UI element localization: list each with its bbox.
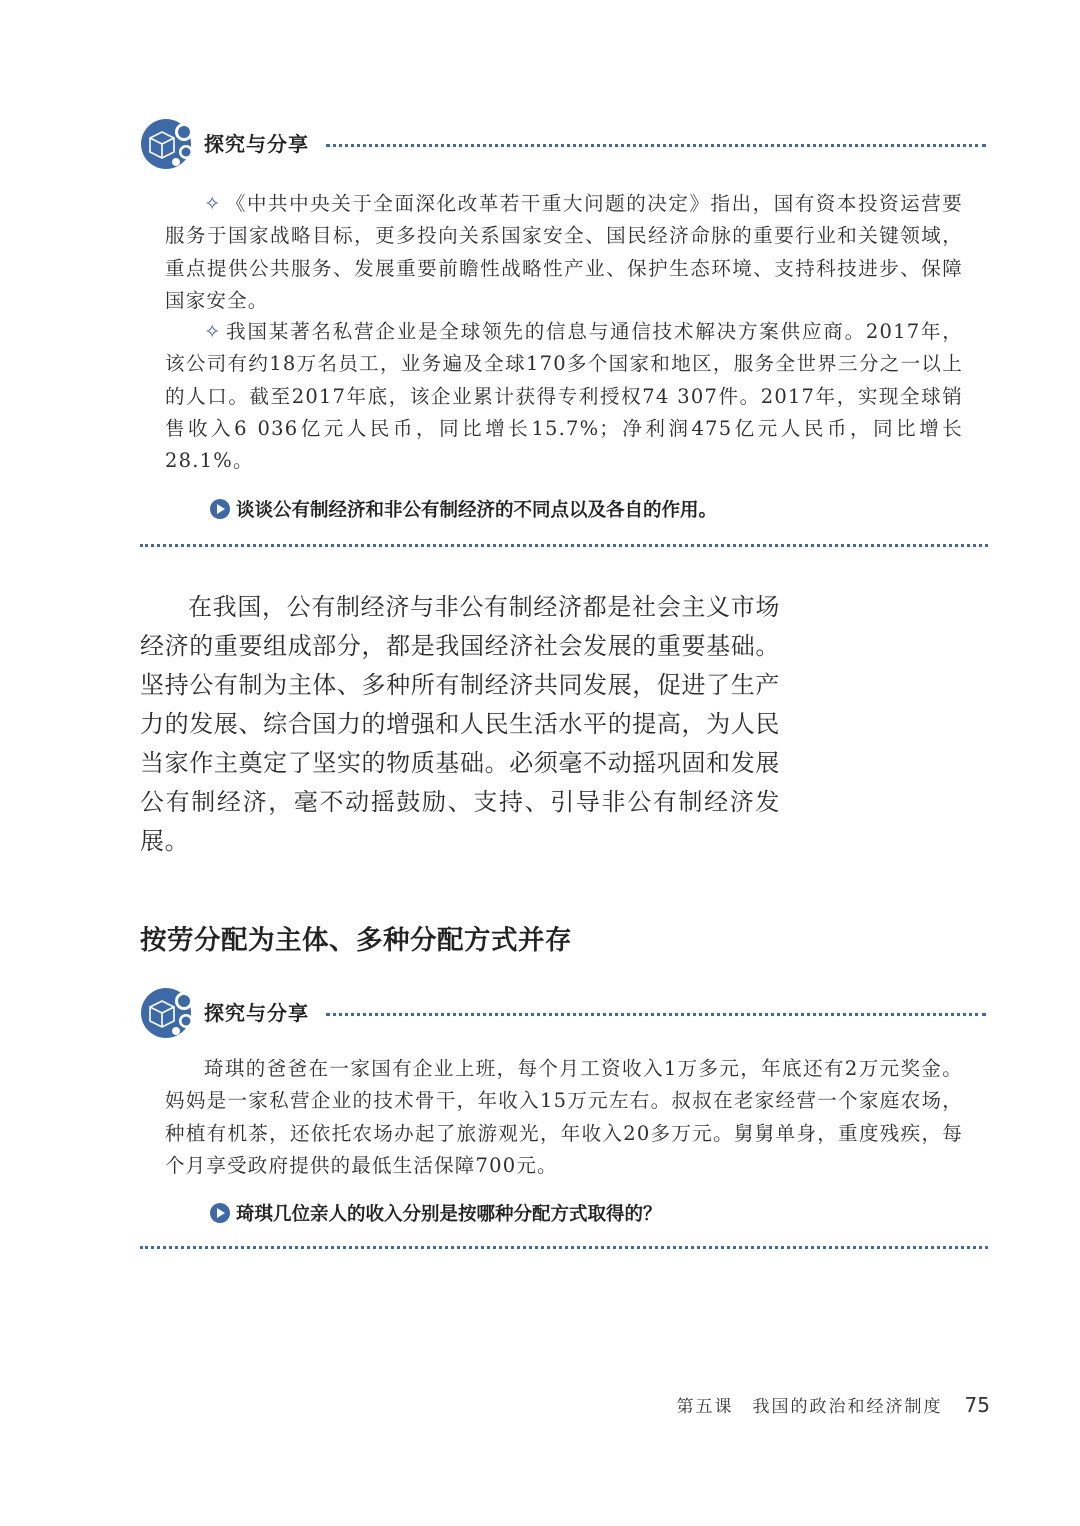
section-heading: 按劳分配为主体、多种分配方式并存 [140, 925, 572, 956]
section-divider [140, 1246, 988, 1249]
footer-lesson-title: 第五课 我国的政治和经济制度 [676, 1397, 943, 1417]
explore-share-header-1 [140, 116, 990, 172]
diamond-bullet-icon: ✧ [204, 192, 222, 215]
dotted-line [326, 144, 986, 147]
explore-share-icon [140, 116, 196, 172]
section-divider [140, 544, 988, 547]
explore-share-title: 探究与分享 [204, 1001, 309, 1025]
explore-share-header-2 [140, 985, 990, 1041]
dotted-line [326, 1013, 986, 1016]
main-paragraph: 在我国，公有制经济与非公有制经济都是社会主义市场经济的重要组成部分，都是我国经济社会发展的重要基础。坚持公有制为主体、多种所有制经济共同发展，促进了生产力的发展、综合国力的增强和人民生活水平的提高，为人民当家作主奠定了坚实的物质基础。必须毫不动摇巩固和发展公有制经济，毫不动摇鼓励、支持、引导非公有制经济发展。 [140, 593, 780, 855]
page-footer [660, 1392, 990, 1417]
explore-share-icon [140, 985, 196, 1041]
explore-share-title: 探究与分享 [204, 132, 309, 156]
explore-question-1: 谈谈公有制经济和非公有制经济的不同点以及各自的作用。 [210, 496, 717, 522]
explore-paragraph-3: 琦琪的爸爸在一家国有企业上班，每个月工资收入1万多元，年底还有2万元奖金。妈妈是一家私营企业的技术骨干，年收入15万元左右。叔叔在老家经营一个家庭农场，种植有机茶，还依托农场办起了旅游观光，年收入20多万元。舅舅单身，重度残疾，每个月享受政府提供的最低生活保障700元。 [165, 1057, 963, 1177]
explore-paragraph-2: ✧ 我国某著名私营企业是全球领先的信息与通信技术解决方案供应商。2017年，该公司有约18万名员工，业务遍及全球170多个国家和地区，服务全世界三分之一以上的人口。截至2017年底，该企业累计获得专利授权74 307件。2017年，实现全球销售收入6 036亿元人民币，同比增长15.7%；净利润475亿元人民币，同比增长28.1%。 [165, 320, 963, 473]
diamond-bullet-icon: ✧ [204, 320, 222, 343]
explore-question-2: 琦琪几位亲人的收入分别是按哪种分配方式取得的？ [210, 1200, 662, 1226]
page-number: 75 [964, 1393, 990, 1417]
question-arrow-icon [210, 1203, 230, 1223]
explore-paragraph-1: ✧ 《中共中央关于全面深化改革若干重大问题的决定》指出，国有资本投资运营要服务于国家战略目标，更多投向关系国家安全、国民经济命脉的重要行业和关键领域，重点提供公共服务、发展重要前瞻性战略性产业、保护生态环境、支持科技进步、保障国家安全。 [165, 192, 963, 312]
question-arrow-icon [210, 499, 230, 519]
